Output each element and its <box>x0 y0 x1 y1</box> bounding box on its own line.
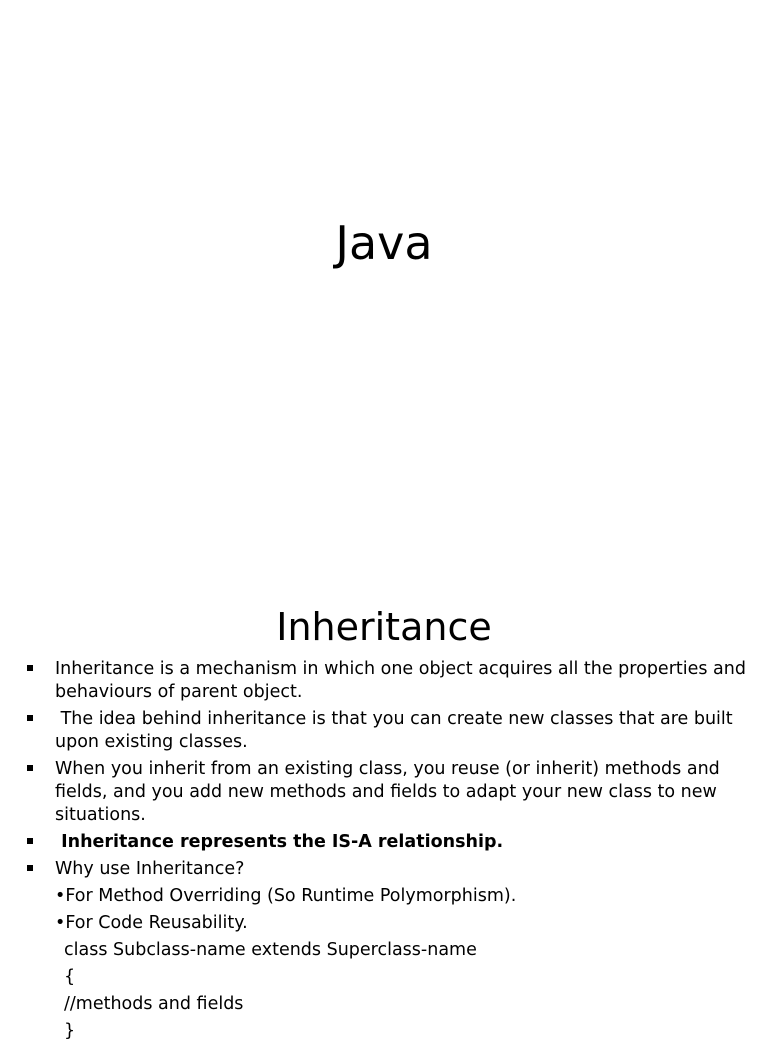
bullet-text: Inheritance is a mechanism in which one object acquires all the properties and behaviours of parent object. <box>55 659 746 702</box>
bullet-text: Inheritance represents the IS-A relationship. <box>55 832 504 852</box>
bullet-text: The idea behind inheritance is that you can create new classes that are built upon existing classes. <box>55 709 739 752</box>
bullet-text: Why use Inheritance? <box>55 859 245 879</box>
bullet-item <box>0 658 768 704</box>
square-bullet-icon <box>27 715 33 721</box>
bullet-list <box>0 658 768 1047</box>
code-line-text: class Subclass-name extends Superclass-name <box>64 940 477 960</box>
code-line <box>0 993 768 1016</box>
square-bullet-icon <box>27 865 33 871</box>
code-line <box>0 1020 768 1043</box>
code-line <box>0 939 768 962</box>
bullet-item <box>0 708 768 754</box>
square-bullet-icon <box>27 838 33 844</box>
code-line <box>0 966 768 989</box>
sub-point-text: •For Code Reusability. <box>55 913 248 933</box>
bullet-text: When you inherit from an existing class, you reuse (or inherit) methods and fields, and you add new methods and fields to adapt your new class to new situations. <box>55 759 720 825</box>
bullet-item <box>0 831 768 854</box>
square-bullet-icon <box>27 665 33 671</box>
sub-point <box>0 912 768 935</box>
bullet-item <box>0 858 768 881</box>
sub-point <box>0 885 768 908</box>
code-line-text: } <box>64 1021 76 1041</box>
bullet-item <box>0 758 768 827</box>
square-bullet-icon <box>27 765 33 771</box>
sub-point-text: •For Method Overriding (So Runtime Polymorphism). <box>55 886 517 906</box>
slide-inheritance <box>0 576 768 1041</box>
code-line-text: { <box>64 967 76 987</box>
slide-title: Inheritance <box>276 605 492 649</box>
code-line-text: //methods and fields <box>64 994 244 1014</box>
slide-title: Java <box>335 216 433 270</box>
